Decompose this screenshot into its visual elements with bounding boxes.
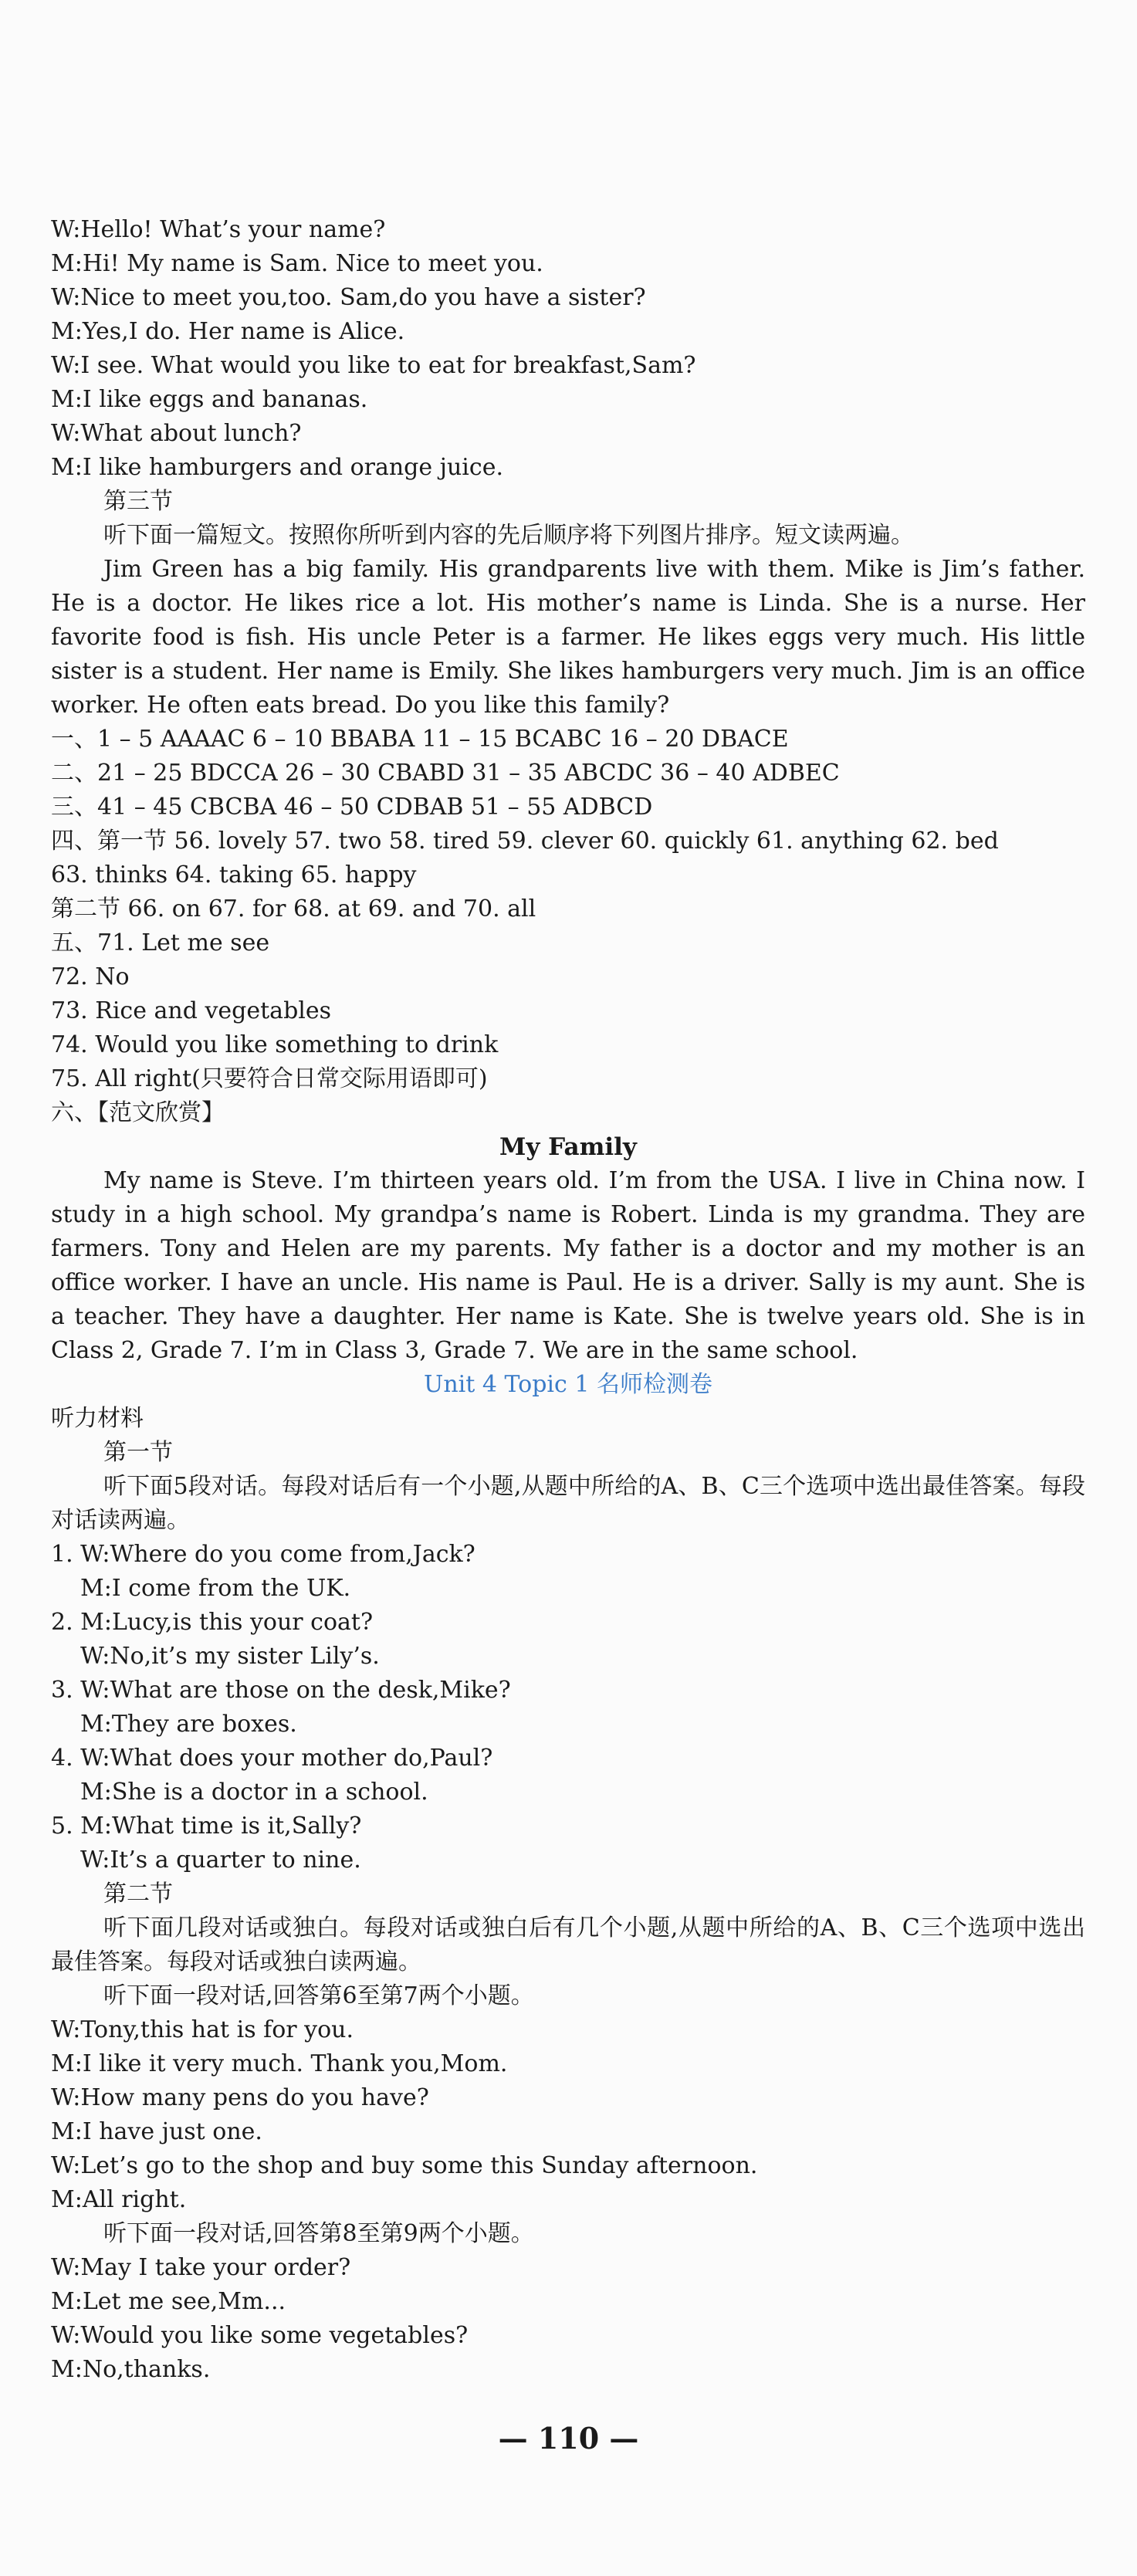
dialogue-line: M:I like it very much. Thank you,Mom. [51,2050,508,2077]
dialogue-b-prompt: 听下面一段对话,回答第8至第9两个小题。 [103,2220,534,2247]
dialogue-a-prompt: 听下面一段对话,回答第6至第7两个小题。 [103,1982,534,2009]
dialogue-line: M:I like eggs and bananas. [51,386,368,413]
dialogue-line: 3. W:What are those on the desk,Mike? [51,1677,511,1704]
answer-line: 75. All right(只要符合日常交际用语即可) [51,1065,488,1092]
dialogue-line: M:No,thanks. [51,2356,211,2383]
answer-line: 二、21 – 25 BDCCA 26 – 30 CBABD 31 – 35 ABCDC 36 – 40 ADBEC [51,760,840,787]
section-1-dialogues [51,1538,1085,1877]
answer-line: 三、41 – 45 CBCBA 46 – 50 CDBAB 51 – 55 ADBCD [51,794,653,821]
dialogue-block-1 [51,213,1085,485]
unit-heading: Unit 4 Topic 1 名师检测卷 [424,1371,712,1398]
answer-line: 五、71. Let me see [51,929,270,956]
answer-line: 一、1 – 5 AAAAC 6 – 10 BBABA 11 – 15 BCABC 16 – 20 DBACE [51,726,789,753]
dialogue-line: M:I have just one. [51,2118,262,2145]
dialogue-line: M:She is a doctor in a school. [80,1779,428,1806]
dialogue-line: W:Let’s go to the shop and buy some this Sunday afternoon. [51,2152,758,2179]
section-1-title: 第一节 [103,1439,173,1466]
dialogue-line: M:Hi! My name is Sam. Nice to meet you. [51,250,543,277]
answer-line: 74. Would you like something to drink [51,1031,499,1058]
dialogue-line: M:I come from the UK. [80,1575,351,1602]
dialogue-line: W:Would you like some vegetables? [51,2322,469,2349]
listening-title: 听力材料 [51,1405,144,1432]
dialogue-b [51,2251,1085,2387]
section-3-instruction: 听下面一篇短文。按照你所听到内容的先后顺序将下列图片排序。短文读两遍。 [103,522,914,549]
essay-body: My name is Steve. I’m thirteen years old. I’m from the USA. I live in China now. I study in a high school. My grandpa’s name is Robert. Linda is my grandma. They are farmers. Tony and Helen are my parents. My father is a doctor and my mother is an office worker. I have an uncle. His name is Paul. He is a driver. Sally is my aunt. She is a teacher. They have a daughter. Her name is Kate. She is twelve years old. She is in Class 2, Grade 7. I’m in Class 3, Grade 7. We are in the same school. [51,1167,1085,1364]
answer-line: 第二节 66. on 67. for 68. at 69. and 70. all [51,895,536,922]
dialogue-line: W:What about lunch? [51,420,302,447]
page-content [51,213,1085,2387]
dialogue-line: M:All right. [51,2186,187,2213]
section-3-title: 第三节 [103,488,173,515]
answer-line: 72. No [51,963,130,990]
answer-line: 六、【范文欣赏】 [51,1099,225,1126]
dialogue-line: W:Tony,this hat is for you. [51,2016,354,2043]
section-1-instruction: 听下面5段对话。每段对话后有一个小题,从题中所给的A、B、C三个选项中选出最佳答案。每段对话读两遍。 [51,1473,1085,1534]
dialogue-line: W:No,it’s my sister Lily’s. [80,1643,380,1670]
section-2-instruction: 听下面几段对话或独白。每段对话或独白后有几个小题,从题中所给的A、B、C三个选项中选出最佳答案。每段对话或独白读两遍。 [51,1914,1085,1975]
page-number: — 110 — [498,2421,639,2456]
dialogue-line: W:It’s a quarter to nine. [80,1847,361,1874]
dialogue-line: W:May I take your order? [51,2254,351,2281]
answer-line: 73. Rice and vegetables [51,997,332,1024]
dialogue-line: W:How many pens do you have? [51,2084,429,2111]
dialogue-line: W:Nice to meet you,too. Sam,do you have a sister? [51,284,646,311]
section-2-title: 第二节 [103,1880,173,1907]
dialogue-a [51,2013,1085,2217]
dialogue-line: W:I see. What would you like to eat for breakfast,Sam? [51,352,696,379]
essay-title: My Family [499,1133,637,1161]
answer-key [51,723,1085,1130]
dialogue-line: 4. W:What does your mother do,Paul? [51,1745,493,1772]
dialogue-line: 5. M:What time is it,Sally? [51,1813,362,1840]
dialogue-line: W:Hello! What’s your name? [51,216,386,243]
dialogue-line: M:I like hamburgers and orange juice. [51,454,503,481]
dialogue-line: 2. M:Lucy,is this your coat? [51,1609,374,1636]
answer-line: 63. thinks 64. taking 65. happy [51,861,417,889]
dialogue-line: M:They are boxes. [80,1711,297,1738]
dialogue-line: M:Let me see,Mm... [51,2288,286,2315]
dialogue-line: 1. W:Where do you come from,Jack? [51,1541,475,1568]
dialogue-line: M:Yes,I do. Her name is Alice. [51,318,405,345]
answer-line: 四、第一节 56. lovely 57. two 58. tired 59. clever 60. quickly 61. anything 62. bed [51,828,999,855]
section-3-passage: Jim Green has a big family. His grandparents live with them. Mike is Jim’s father. He is a doctor. He likes rice a lot. His mother’s name is Linda. She is a nurse. Her favorite food is fish. His uncle Peter is a farmer. He likes eggs very much. His little sister is a student. Her name is Emily. She likes hamburgers very much. Jim is an office worker. He often eats bread. Do you like this family? [51,556,1085,719]
